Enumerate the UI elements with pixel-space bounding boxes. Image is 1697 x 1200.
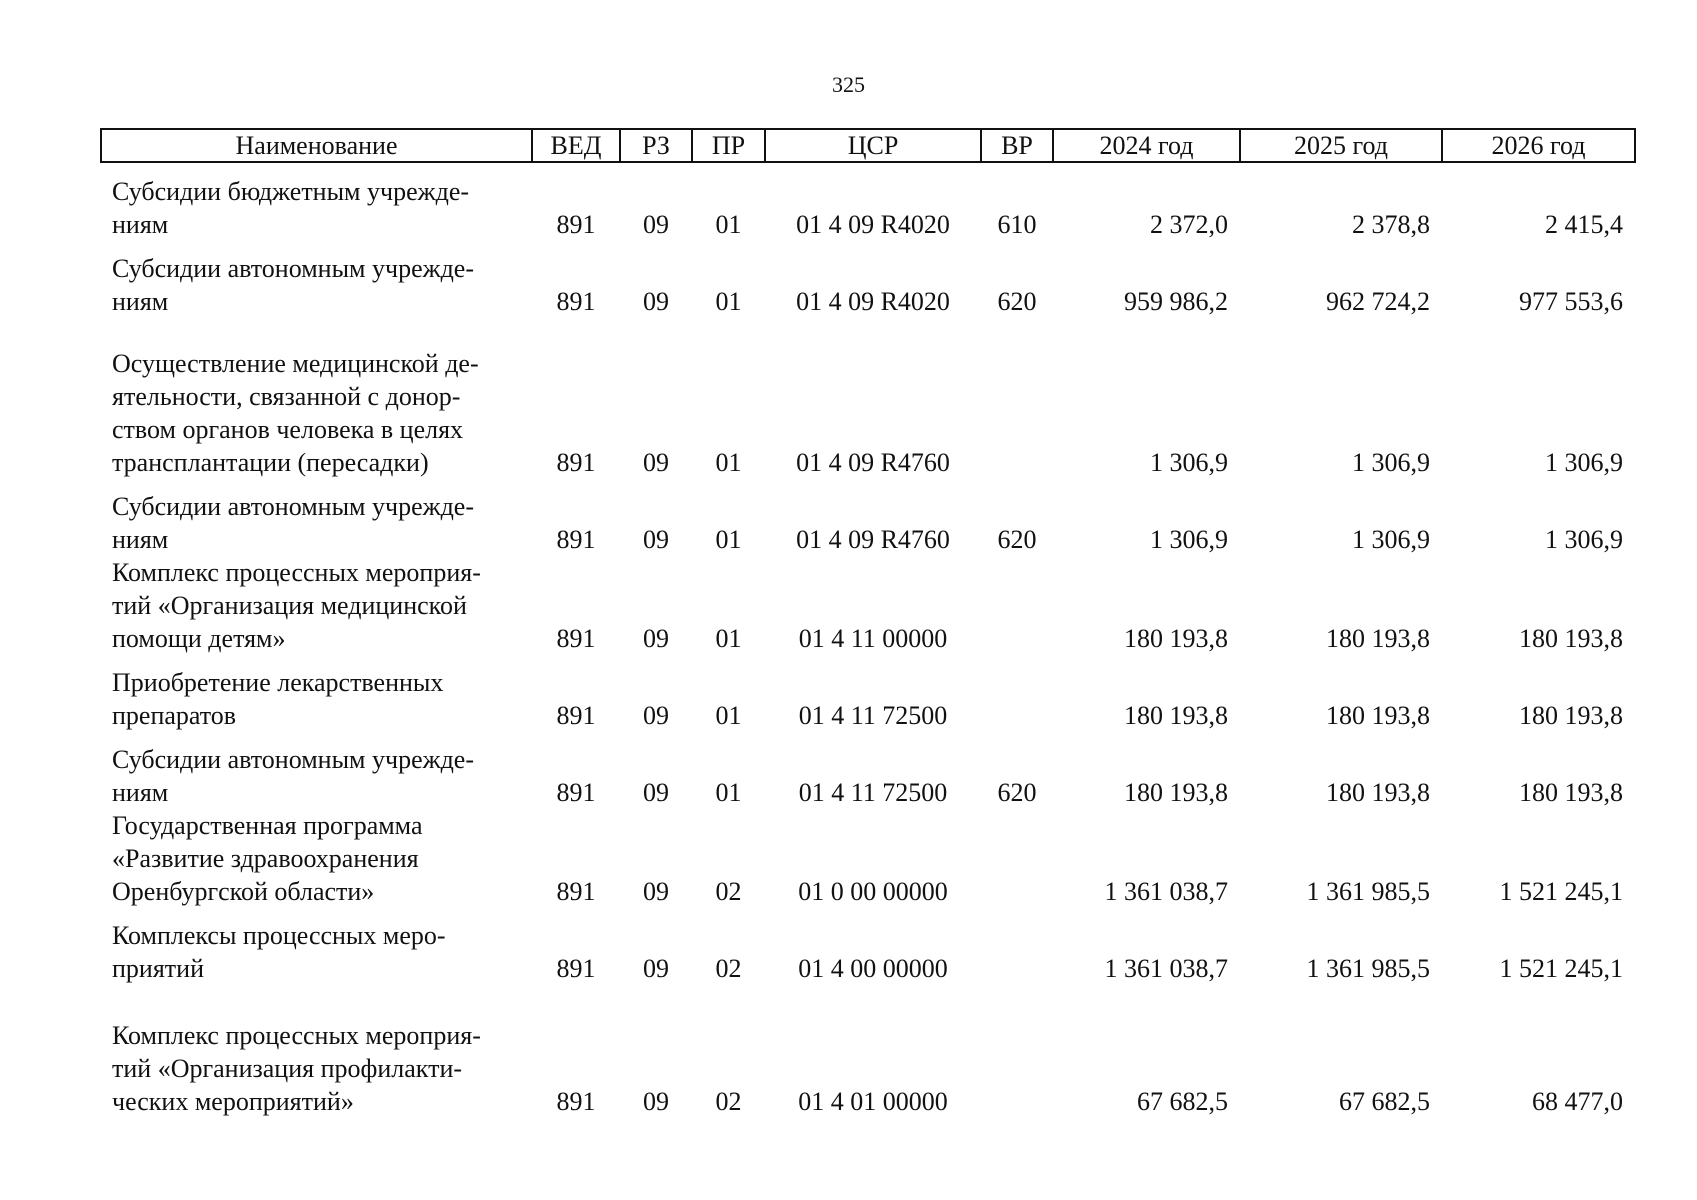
cell-vr: 620 [997,525,1037,554]
cell-name: Приобретение лекарственных препаратов [112,668,444,730]
cell-ved: 891 [556,624,596,653]
cell-vr [981,908,1053,985]
cell-ved: 891 [556,525,596,554]
cell-ved: 891 [556,210,596,239]
cell-2024: 1 306,9 [1150,525,1228,554]
cell-2025: 1 361 985,5 [1306,954,1430,983]
cell-2024: 180 193,8 [1124,701,1228,730]
budget-table [100,128,1636,1118]
header-cell-name: Наименование [101,129,532,162]
table-row [101,556,1635,655]
cell-pr: 01 [715,701,742,730]
cell-ved: 891 [556,778,596,807]
cell-csr: 01 0 00 00000 [798,877,948,906]
cell-2026: 977 553,6 [1519,287,1623,316]
cell-rz: 09 [643,954,669,983]
cell-2024: 2 372,0 [1150,210,1228,239]
header-cell-2026: 2026 год [1442,129,1635,162]
table-body [101,162,1635,1118]
cell-2025: 180 193,8 [1326,778,1430,807]
cell-2024: 1 361 038,7 [1104,877,1228,906]
cell-name: Субсидии автономным учрежде- ниям [112,254,474,316]
cell-name: Осуществление медицинской де- ятельности, связанной с донор- ством органов человека в целях трансплантации (пересадки) [112,349,479,477]
cell-ved: 891 [556,287,596,316]
cell-csr: 01 4 00 00000 [798,954,948,983]
cell-name: Государственная программа «Развитие здравоохранения Оренбургской области» [112,811,423,906]
cell-2026: 2 415,4 [1545,210,1623,239]
cell-ved: 891 [556,701,596,730]
cell-csr: 01 4 09 R4760 [796,525,950,554]
table-row [101,732,1635,809]
header-row [101,129,1635,162]
cell-pr: 01 [715,624,742,653]
cell-2026: 180 193,8 [1519,624,1623,653]
cell-2026: 1 306,9 [1545,448,1623,477]
cell-csr: 01 4 09 R4020 [796,210,950,239]
cell-name: Комплекс процессных мероприя- тий «Организация медицинской помощи детям» [112,558,481,653]
cell-vr [981,318,1053,479]
cell-2026: 1 306,9 [1545,525,1623,554]
header-cell-2025: 2025 год [1240,129,1442,162]
cell-vr: 610 [997,210,1037,239]
cell-rz: 09 [643,210,669,239]
cell-rz: 09 [643,701,669,730]
header-cell-rz: РЗ [620,129,692,162]
cell-rz: 09 [643,877,669,906]
cell-vr [981,809,1053,908]
cell-name: Субсидии автономным учрежде- ниям [112,745,474,807]
table-row [101,479,1635,556]
table-row [101,241,1635,318]
cell-vr: 620 [997,778,1037,807]
cell-csr: 01 4 11 72500 [798,701,948,730]
cell-rz: 09 [643,525,669,554]
cell-2025: 180 193,8 [1326,624,1430,653]
cell-rz: 09 [643,1087,669,1116]
cell-vr [981,985,1053,1118]
cell-pr: 01 [715,448,742,477]
cell-pr: 01 [715,210,742,239]
cell-pr: 01 [715,778,742,807]
cell-2026: 180 193,8 [1519,701,1623,730]
table-row [101,809,1635,908]
page-number: 325 [832,72,865,97]
table-row [101,655,1635,732]
cell-2024: 67 682,5 [1137,1087,1228,1116]
cell-ved: 891 [556,448,596,477]
cell-rz: 09 [643,448,669,477]
cell-2025: 2 378,8 [1352,210,1430,239]
header-cell-pr: ПР [692,129,765,162]
cell-pr: 01 [715,525,742,554]
header-cell-2024: 2024 год [1053,129,1240,162]
cell-2025: 1 306,9 [1352,448,1430,477]
cell-2025: 67 682,5 [1339,1087,1430,1116]
cell-2026: 180 193,8 [1519,778,1623,807]
cell-2026: 1 521 245,1 [1499,877,1623,906]
cell-rz: 09 [643,778,669,807]
cell-name: Субсидии автономным учрежде- ниям [112,492,474,554]
table-row [101,908,1635,985]
cell-2025: 1 306,9 [1352,525,1430,554]
cell-2024: 180 193,8 [1124,624,1228,653]
cell-pr: 02 [715,877,742,906]
cell-csr: 01 4 11 00000 [798,624,948,653]
cell-2026: 68 477,0 [1532,1087,1623,1116]
header-cell-vr: ВР [981,129,1053,162]
cell-ved: 891 [556,1087,596,1116]
cell-2025: 962 724,2 [1326,287,1430,316]
table-row [101,985,1635,1118]
cell-csr: 01 4 11 72500 [798,778,948,807]
table-row [101,318,1635,479]
cell-2025: 1 361 985,5 [1306,877,1430,906]
cell-ved: 891 [556,877,596,906]
header-cell-csr: ЦСР [765,129,981,162]
cell-pr: 02 [715,954,742,983]
cell-2024: 1 361 038,7 [1104,954,1228,983]
cell-ved: 891 [556,954,596,983]
cell-pr: 01 [715,287,742,316]
cell-2026: 1 521 245,1 [1499,954,1623,983]
header-cell-ved: ВЕД [532,129,620,162]
table-row [101,162,1635,241]
cell-name: Комплекс процессных мероприя- тий «Организация профилакти- ческих мероприятий» [112,1021,481,1116]
cell-rz: 09 [643,624,669,653]
cell-pr: 02 [715,1087,742,1116]
cell-2024: 180 193,8 [1124,778,1228,807]
cell-name: Комплексы процессных меро- приятий [112,921,446,983]
cell-csr: 01 4 01 00000 [798,1087,948,1116]
cell-vr [981,556,1053,655]
cell-csr: 01 4 09 R4760 [796,448,950,477]
cell-name: Субсидии бюджетным учрежде- ниям [112,177,470,239]
cell-rz: 09 [643,287,669,316]
cell-2025: 180 193,8 [1326,701,1430,730]
cell-csr: 01 4 09 R4020 [796,287,950,316]
cell-vr: 620 [997,287,1037,316]
cell-2024: 1 306,9 [1150,448,1228,477]
cell-2024: 959 986,2 [1124,287,1228,316]
cell-vr [981,655,1053,732]
